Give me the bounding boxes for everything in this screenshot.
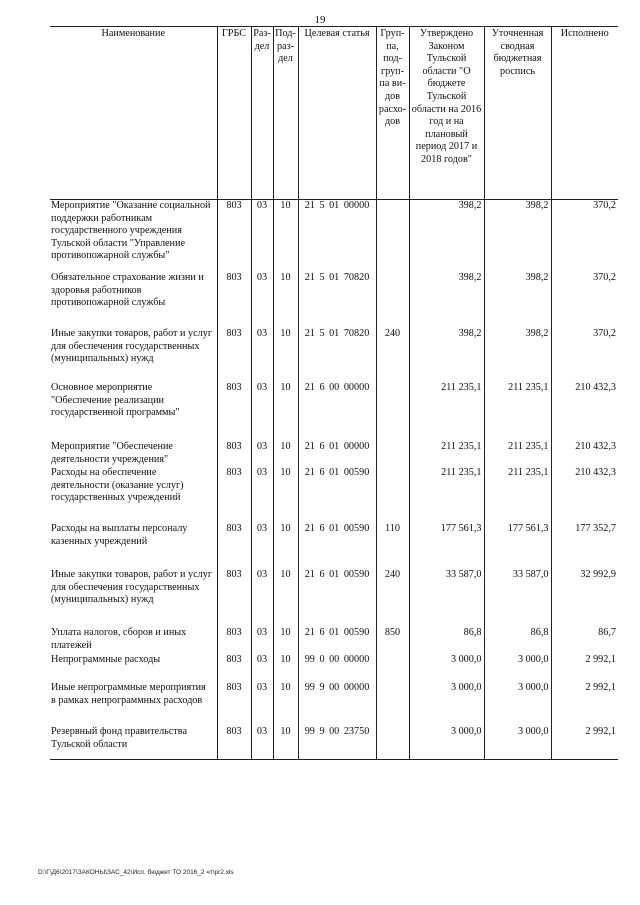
cell-done: 370,2 bbox=[551, 272, 618, 328]
cell-grbs: 803 bbox=[217, 523, 251, 569]
header-row bbox=[50, 27, 618, 200]
table-row bbox=[50, 569, 618, 627]
cell-group: 850 bbox=[376, 627, 409, 654]
cell-subsection: 10 bbox=[273, 523, 298, 569]
cell-refined: 211 235,1 bbox=[484, 467, 551, 523]
cell-name: Мероприятие "Обеспечение деятельности учреждения" bbox=[51, 441, 173, 465]
cell-group: 240 bbox=[376, 328, 409, 382]
header-subsection: Под-раз-дел bbox=[273, 27, 298, 200]
table-row bbox=[50, 523, 618, 569]
table-bottom-cell bbox=[251, 755, 273, 760]
cell-section: 03 bbox=[251, 682, 273, 726]
cell-done: 210 432,3 bbox=[551, 467, 618, 523]
cell-name: Уплата налогов, сборов и иных платежей bbox=[51, 627, 187, 651]
cell-done: 177 352,7 bbox=[551, 523, 618, 569]
cell-section: 03 bbox=[251, 627, 273, 654]
cell-refined: 398,2 bbox=[484, 200, 551, 273]
cell-target: 21 6 01 00590 bbox=[298, 467, 376, 523]
cell-target: 21 6 01 00590 bbox=[298, 569, 376, 627]
cell-subsection: 10 bbox=[273, 441, 298, 467]
cell-name: Основное мероприятие "Обеспечение реализации государственной программы" bbox=[51, 382, 180, 419]
cell-grbs: 803 bbox=[217, 654, 251, 682]
cell-section: 03 bbox=[251, 441, 273, 467]
cell-approved: 33 587,0 bbox=[409, 569, 484, 627]
cell-subsection: 10 bbox=[273, 654, 298, 682]
header-grbs: ГРБС bbox=[217, 27, 251, 200]
table-row bbox=[50, 272, 618, 328]
cell-grbs: 803 bbox=[217, 272, 251, 328]
table-body bbox=[50, 200, 618, 760]
cell-group bbox=[376, 272, 409, 328]
budget-table bbox=[50, 26, 618, 760]
cell-grbs: 803 bbox=[217, 441, 251, 467]
cell-subsection: 10 bbox=[273, 467, 298, 523]
cell-refined: 33 587,0 bbox=[484, 569, 551, 627]
cell-refined: 177 561,3 bbox=[484, 523, 551, 569]
cell-name: Обязательное страхование жизни и здоровья работников противопожарной службы bbox=[51, 272, 204, 309]
cell-name: Расходы на обеспечение деятельности (оказание услуг) государственных учреждений bbox=[51, 467, 184, 504]
cell-approved: 398,2 bbox=[409, 328, 484, 382]
table-bottom-cell bbox=[484, 755, 551, 760]
table-bottom-cell bbox=[50, 755, 217, 760]
cell-approved: 398,2 bbox=[409, 272, 484, 328]
cell-name: Мероприятие "Оказание социальной поддержки работникам государственного учреждения Тульской области "Управление противопожарной службы" bbox=[51, 200, 211, 262]
header-done: Исполнено bbox=[551, 27, 618, 200]
cell-done: 210 432,3 bbox=[551, 382, 618, 441]
cell-grbs: 803 bbox=[217, 200, 251, 273]
table-bottom-cell bbox=[273, 755, 298, 760]
cell-grbs: 803 bbox=[217, 328, 251, 382]
cell-group bbox=[376, 467, 409, 523]
cell-grbs: 803 bbox=[217, 467, 251, 523]
cell-section: 03 bbox=[251, 654, 273, 682]
cell-group: 240 bbox=[376, 569, 409, 627]
cell-name: Расходы на выплаты персоналу казенных учреждений bbox=[51, 523, 188, 547]
cell-done: 370,2 bbox=[551, 328, 618, 382]
cell-target: 99 9 00 23750 bbox=[298, 726, 376, 755]
table-row bbox=[50, 726, 618, 755]
table-bottom-cell bbox=[376, 755, 409, 760]
table-row bbox=[50, 200, 618, 273]
cell-refined: 398,2 bbox=[484, 328, 551, 382]
cell-refined: 3 000,0 bbox=[484, 654, 551, 682]
page-number: 19 bbox=[314, 14, 326, 26]
header-target: Целевая статья bbox=[298, 27, 376, 200]
cell-subsection: 10 bbox=[273, 328, 298, 382]
cell-name: Иные непрограммные мероприятия в рамках непрограммных расходов bbox=[51, 682, 206, 706]
cell-approved: 86,8 bbox=[409, 627, 484, 654]
cell-done: 32 992,9 bbox=[551, 569, 618, 627]
header-name: Наименование bbox=[50, 27, 217, 200]
cell-section: 03 bbox=[251, 200, 273, 273]
cell-group bbox=[376, 382, 409, 441]
cell-target: 21 5 01 70820 bbox=[298, 272, 376, 328]
cell-group bbox=[376, 441, 409, 467]
cell-approved: 3 000,0 bbox=[409, 726, 484, 755]
cell-approved: 211 235,1 bbox=[409, 467, 484, 523]
cell-grbs: 803 bbox=[217, 682, 251, 726]
cell-subsection: 10 bbox=[273, 272, 298, 328]
cell-approved: 211 235,1 bbox=[409, 382, 484, 441]
table-row bbox=[50, 627, 618, 654]
cell-approved: 3 000,0 bbox=[409, 654, 484, 682]
cell-target: 21 5 01 00000 bbox=[298, 200, 376, 273]
table-bottom-cell bbox=[217, 755, 251, 760]
table-row bbox=[50, 328, 618, 382]
cell-group bbox=[376, 726, 409, 755]
cell-subsection: 10 bbox=[273, 382, 298, 441]
cell-subsection: 10 bbox=[273, 200, 298, 273]
cell-refined: 3 000,0 bbox=[484, 726, 551, 755]
cell-section: 03 bbox=[251, 569, 273, 627]
cell-done: 2 992,1 bbox=[551, 654, 618, 682]
header-group: Груп-па, под-груп-па ви-дов расхо-дов bbox=[376, 27, 409, 200]
cell-grbs: 803 bbox=[217, 382, 251, 441]
cell-target: 21 6 01 00590 bbox=[298, 627, 376, 654]
cell-group bbox=[376, 200, 409, 273]
table-bottom-cell bbox=[409, 755, 484, 760]
cell-subsection: 10 bbox=[273, 627, 298, 654]
table-row bbox=[50, 441, 618, 467]
table-bottom-rule bbox=[50, 755, 618, 760]
cell-target: 21 5 01 70820 bbox=[298, 328, 376, 382]
cell-section: 03 bbox=[251, 382, 273, 441]
cell-refined: 398,2 bbox=[484, 272, 551, 328]
cell-grbs: 803 bbox=[217, 627, 251, 654]
cell-section: 03 bbox=[251, 726, 273, 755]
table-row bbox=[50, 382, 618, 441]
table-bottom-cell bbox=[298, 755, 376, 760]
cell-group bbox=[376, 654, 409, 682]
cell-target: 99 0 00 00000 bbox=[298, 654, 376, 682]
cell-refined: 211 235,1 bbox=[484, 441, 551, 467]
cell-name: Иные закупки товаров, работ и услуг для обеспечения государственных (муниципальных) нужд bbox=[51, 569, 212, 606]
cell-subsection: 10 bbox=[273, 569, 298, 627]
cell-subsection: 10 bbox=[273, 682, 298, 726]
cell-done: 370,2 bbox=[551, 200, 618, 273]
header-approved: Утверждено Законом Тульской области "О бюджете Тульской области на 2016 год и на плановый период 2017 и 2018 годов" bbox=[409, 27, 484, 200]
cell-grbs: 803 bbox=[217, 569, 251, 627]
cell-done: 2 992,1 bbox=[551, 682, 618, 726]
cell-refined: 3 000,0 bbox=[484, 682, 551, 726]
table-row bbox=[50, 682, 618, 726]
cell-target: 21 6 01 00590 bbox=[298, 523, 376, 569]
cell-section: 03 bbox=[251, 467, 273, 523]
cell-section: 03 bbox=[251, 328, 273, 382]
table-row bbox=[50, 467, 618, 523]
cell-target: 99 9 00 00000 bbox=[298, 682, 376, 726]
cell-subsection: 10 bbox=[273, 726, 298, 755]
cell-group bbox=[376, 682, 409, 726]
cell-target: 21 6 00 00000 bbox=[298, 382, 376, 441]
header-section: Раз-дел bbox=[251, 27, 273, 200]
cell-name: Непрограммные расходы bbox=[51, 654, 161, 665]
cell-approved: 177 561,3 bbox=[409, 523, 484, 569]
cell-approved: 398,2 bbox=[409, 200, 484, 273]
cell-section: 03 bbox=[251, 272, 273, 328]
table-bottom-cell bbox=[551, 755, 618, 760]
cell-approved: 211 235,1 bbox=[409, 441, 484, 467]
cell-group: 110 bbox=[376, 523, 409, 569]
cell-grbs: 803 bbox=[217, 726, 251, 755]
header-refined: Уточненная сводная бюджетная роспись bbox=[484, 27, 551, 200]
table-row bbox=[50, 654, 618, 682]
cell-done: 86,7 bbox=[551, 627, 618, 654]
cell-done: 2 992,1 bbox=[551, 726, 618, 755]
cell-approved: 3 000,0 bbox=[409, 682, 484, 726]
cell-target: 21 6 01 00000 bbox=[298, 441, 376, 467]
cell-name: Иные закупки товаров, работ и услуг для обеспечения государственных (муниципальных) нужд bbox=[51, 328, 212, 365]
cell-section: 03 bbox=[251, 523, 273, 569]
file-path: D:\Г\Д6\2017\ЗАКОНЫ\ЗАС_42\Исп. бюджет ТО 2016_2 чт\pr2.xls bbox=[38, 869, 234, 876]
cell-name: Резервный фонд правительства Тульской области bbox=[51, 726, 188, 750]
cell-refined: 211 235,1 bbox=[484, 382, 551, 441]
cell-done: 210 432,3 bbox=[551, 441, 618, 467]
cell-refined: 86,8 bbox=[484, 627, 551, 654]
